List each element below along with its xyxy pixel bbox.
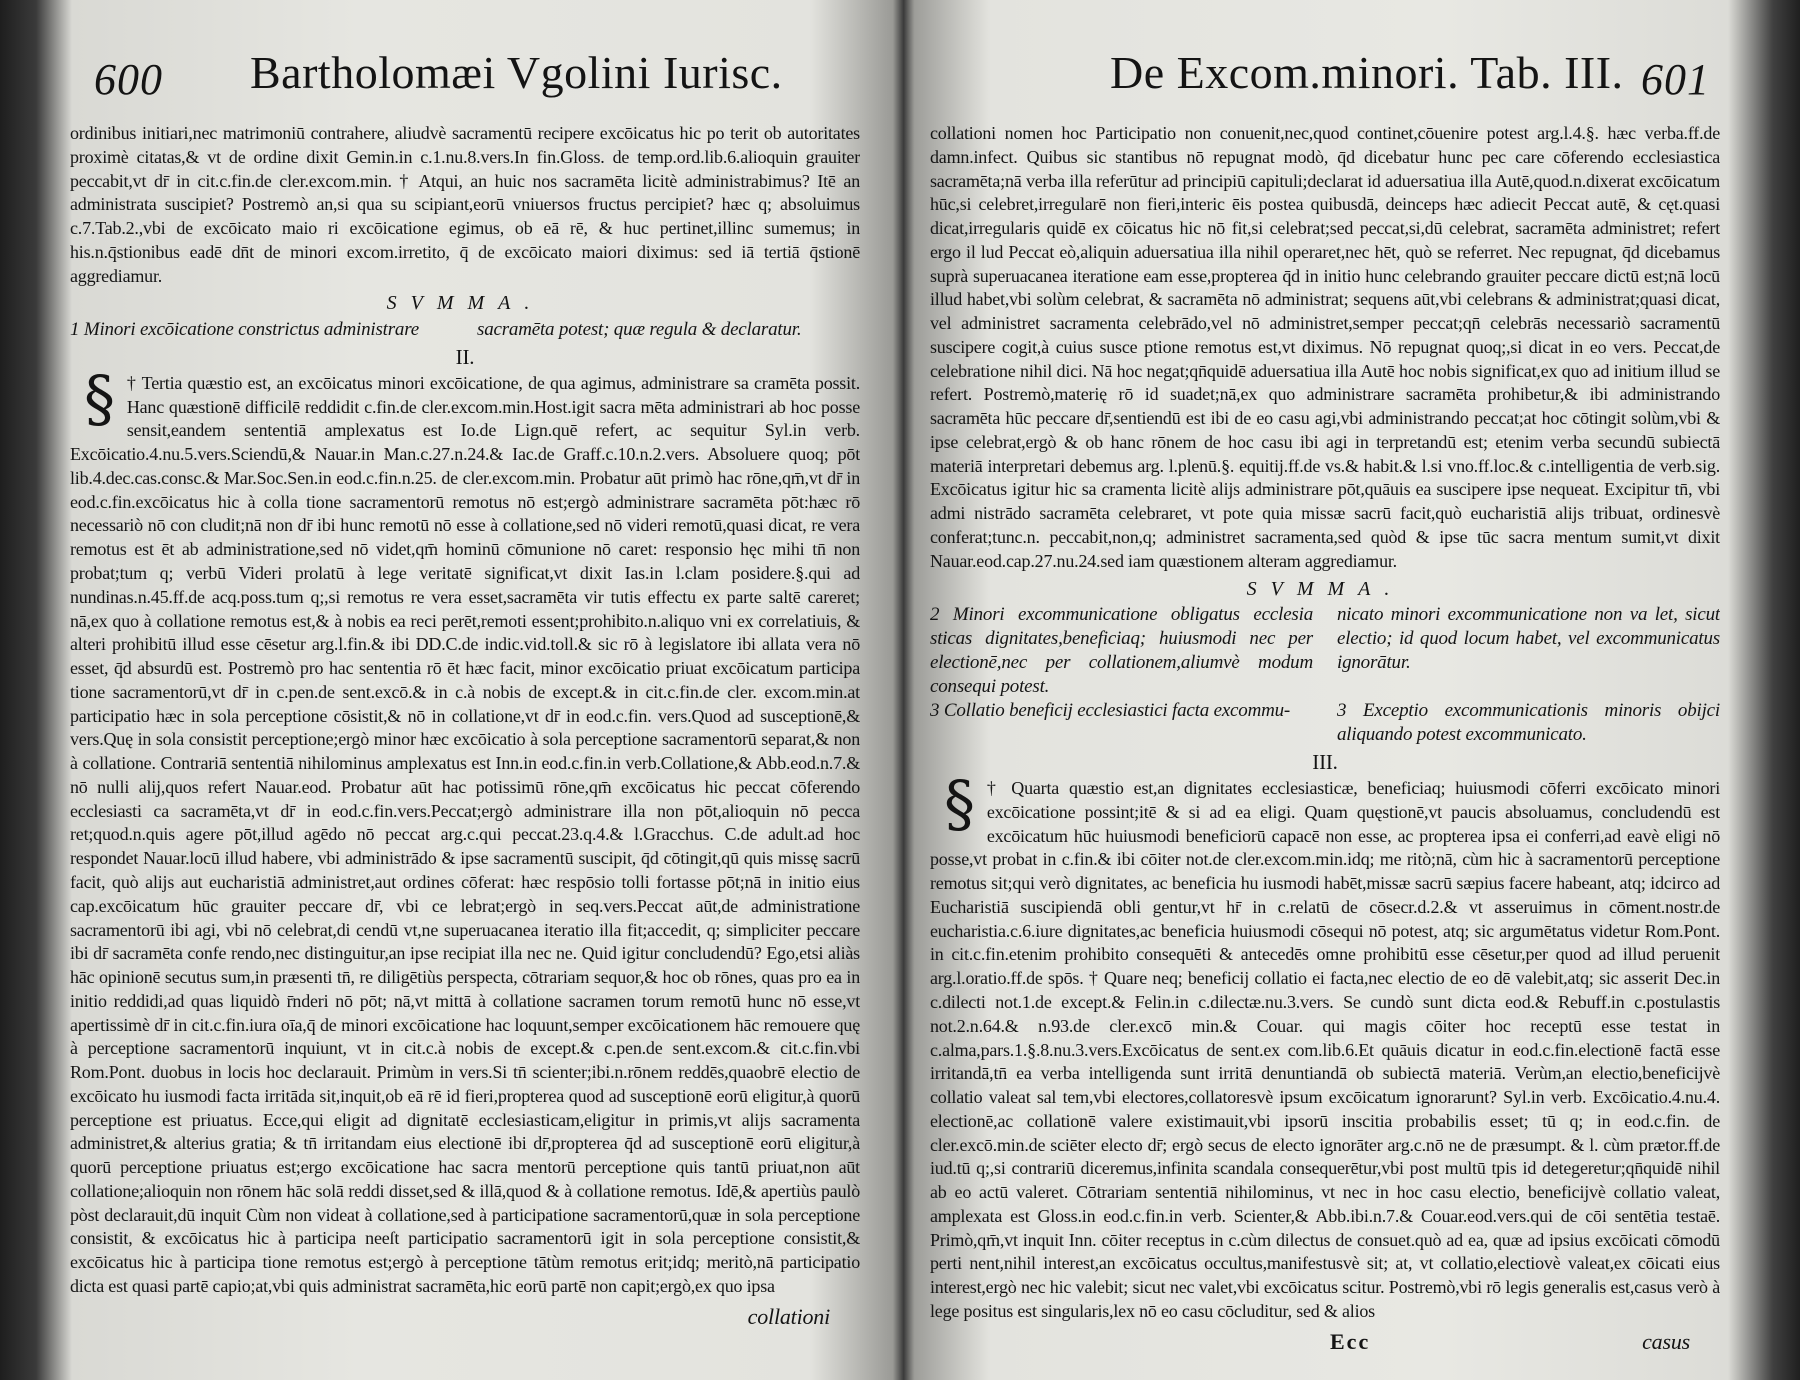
left-page bbox=[70, 0, 860, 1380]
left-header bbox=[70, 44, 860, 122]
left-summa-label: SVMMA. bbox=[386, 292, 544, 315]
right-page-number: 601 bbox=[1641, 55, 1710, 104]
right-summa-item: 3 Collatio beneficij ecclesiastici facta excommu- bbox=[930, 700, 1291, 722]
right-paragraph-2 bbox=[930, 767, 1720, 1324]
right-body bbox=[930, 122, 1720, 1366]
left-summa-item: 1 Minori excōicatione constrictus administrare bbox=[70, 319, 419, 341]
left-running-head: Bartholomæi Vgolini Iurisc. bbox=[250, 47, 783, 98]
left-catchword: collationi bbox=[747, 1303, 830, 1329]
left-body bbox=[70, 122, 860, 1341]
right-summa-item: nicato minori excommunicatione non va let, sicut electio; id quod locum habet, vel excommunicatus ignorātur. bbox=[1337, 604, 1720, 674]
left-page-number: 600 bbox=[94, 55, 163, 104]
section-mark-icon: § bbox=[84, 361, 115, 435]
left-section-number: II. bbox=[455, 345, 475, 370]
section-mark-icon: § bbox=[944, 767, 975, 841]
right-summa-item: 3 Exceptio excommunicationis minoris obijci aliquando potest excommunicato. bbox=[1337, 700, 1720, 746]
right-catchword: casus bbox=[1642, 1328, 1690, 1354]
left-summa-items bbox=[70, 318, 860, 342]
right-summa-item: 2 Minori excommunicatione obligatus ecclesia sticas dignitates,beneficiaq; huiusmodi nec per electionē,nec per collationem,aliumvè modum consequi potest. bbox=[930, 604, 1313, 698]
right-summa-label: SVMMA. bbox=[1246, 577, 1404, 600]
right-page bbox=[930, 0, 1720, 1380]
left-summa-item: sacramēta potest; quæ regula & declaratur. bbox=[477, 319, 802, 341]
right-paragraph-1: collationi nomen hoc Participatio non conuenit,nec,quod continet,cōuenire potest arg.l.4.§. hæc verba.ff.de damn.infect. Quibus sic stantibus nō repugnat modò, q̄d dicebatur hunc pec care cōferendo ecclesiastica sacramēta;nā verba illa referūtur ad principiū capituli;declarat id aduersatiua illa Autē,quod.n.dixerat excōicatum hūc,si celebret,irregularē non fieri,interic ēis postea quibusdā, deinceps hæc adiecit Peccat autē, & cęt.quasi dicat,irregularis quidē ex cōicatus hic nō fit,si celebrat;sed peccat,si,dū celebrat, sacramēta administret; refert ergo il lud Peccat eò,aliquin aduersatiua illa nihil operaret,nec hēt, quò se referret. Nec repugnat, q̄d dicebamus suprà superuacanea iteratione eam esse,propterea q̄d in initio hunc celebrando grauiter peccare dictū est;nā locū illud habet,vbi solùm celebrat, & sacramēta nō administrat; sequens aūt,vbi celebrans & administrat;quasi dicat, vel administret sacramenta celebrādo,vel nō administret,semper peccat;qn̄ celebrās necessariò sacramentū suscipere cogit,à cuius susce ptione remotus est,vt diximus. Nō repugnat quoq;,si dicat in eo vers. Peccat,de celebratione nihil dici. Nā hoc negat;qn̄quidē aduersatiua illa Autē hoc nobis significat,ex quo ad initium illud se refert. Postremò,materię rō id suadet;nā,ex quo administrare sacramēta prohibetur,& ibi administrando sacramēta hūc peccare dr̄,sentiendū est ibi de eo casu agi,vbi administrando peccat;at hoc cōtingit solùm,vbi & ipse celebrat,ergò & ob hanc rōnem de hoc casu ibi agi in terpretandū est; etenim verba secundū subiectā materiā interpretari debemus arg. l.plenū.§. equitij.ff.de vs.& habit.& l.si vno.ff.loc.& c.intelligentia de verb.sig. Excōicatus igitur hic sa cramenta licitè alijs administrare pōt,quāuis ea suscipere ipse nequeat. Excipitur tn̄, vbi admi nistrādo sacramēta celebraret, vt pote quia missæ sacrū facit,quò eucharistiā alijs tribuat, ordinesvè conferat;tunc.n. peccabit,non,q; administret sacramenta,sed quòd & ipse tūc sacra mentum sumit,vt dixit Nauar.eod.cap.27.nu.24.sed iam quæstionem alteram aggrediamur. bbox=[930, 123, 1720, 571]
right-running-head: De Excom.minori. Tab. III. bbox=[1110, 47, 1624, 98]
right-header bbox=[930, 44, 1720, 122]
right-footer bbox=[930, 1326, 1720, 1366]
right-paragraph-2-text: † Quarta quæstio est,an dignitates ecclesiasticæ, beneficiaq; huiusmodi cōferri excōicato minori excōicatione possint;itē & si ad ea eligi. Quam quęstionē,vt paucis absoluamus, concludendū est excōicatum hūc huiusmodi beneficiorū capacē non esse, ac propterea ipsa ei conferri,ad eavè eligi nō posse,vt probat in c.fin.& ibi cōiter not.de cler.excom.min.idq; me ritò;nā, cùm hic à sacramentorū perceptione remotus sit;qui verò dignitates, ac beneficia hu iusmodi habēt,missæ sacrū sæpius facere habeant, atq; idcirco ad Eucharistiā suscipiendā obli gentur,vt hr̄ in c.relatū de cōsecr.d.2.& vt asseruimus in cōment.nostr.de eucharistia.c.6.iure dignitates,ac beneficia huiusmodi cōsequi nō potest, atq; sic argumētatus videtur Rom.Pont. in cit.c.fin.etenim prohibito consequēti & antecedēs omne prohibitū esse cēsetur,per quod ad illud peruenit arg.l.oratio.ff.de spōs. † Quare neq; beneficij collatio ei facta,nec electio de eo dē valebit,atq; sic asserit Dec.in c.dilecti not.1.de except.& Felin.in c.dilectæ.nu.3.vers. Se cundò sunt dicta eod.& Rebuff.in c.postulastis not.2.n.64.& n.93.de cler.excō min.& Couar. qui magis cōiter hoc receptū esse testat in c.alma,pars.1.§.8.nu.3.vers.Excōicatus de sent.ex com.lib.6.Et quāuis dicatur in eod.c.fin.electionē factā esse irritandā,tn̄ ea verba intelligenda sunt irritā denuntiandā ob subiectā materiā. Verùm,an electio,beneficijvè collatio valeat sal tem,vbi electores,collatoresvè ipsum excōicatum ignorarunt? Syl.in verb. Excōicatio.4.nu.4. electionē,ac collationē valere existimauit,vbi ipsorū inscitia probabilis esset; tū q; in eod.c.fin. de cler.excō.min.de sciēter electo dr̄; ergò secus de electo ignorāter arg.c.nō ne de præsumpt. & l. cùm prætor.ff.de iud.tū q;,si contrariū diceremus,infinita scandala consequerētur,vbi post multū tpis id detegeretur;qn̄quidē nihil ab eo actū valeret. Cōtrariam sententiā nihilominus, vt nec in hoc casu electio, beneficijvè collatio valeat, amplexata est Gloss.in eod.c.fin.in verb. Scienter,& Abb.ibi.n.7.& Couar.eod.vers.qui de cōi sentētia testaē. Primò,qm̄,vt inquit Inn. cōiter receptus in c.cùm dilectus de consuet.quò ad ea, quæ ad ipsius excōicati cōmodū perti nent,nihil interest,an excōicatus occultus,manifestusvè sit; at, vt collatio,electiovè valeat,ex cōicati eius interest,ergò nec hic valebit; sicut nec valet,vbi excōicatus scitur. Postremò,vbi rō legis generalis est,casus verò à lege positus est singularis,lex nō eo casu cōcluditur, sed & alios bbox=[930, 778, 1720, 1321]
left-paragraph-2 bbox=[70, 361, 860, 1299]
right-section-number: III. bbox=[1312, 750, 1338, 775]
right-summa-items bbox=[930, 603, 1720, 747]
left-paragraph-2-text: † Tertia quæstio est, an excōicatus minori excōicatione, de qua agimus, administrare sa cramēta possit. Hanc quæstionē difficilē reddidit c.fin.de cler.excom.min.Host.igit sacra mēta administrari ab hoc posse sensit,eandem sententiā amplexatus est Io.de Lign.quē refert, ac sequitur Syl.in verb. Excōicatio.4.nu.5.vers.Sciendū,& Nauar.in Man.c.27.n.24.& Iac.de Graff.c.10.n.2.vers. Absoluere quoq; pōt lib.4.dec.cas.consc.& Mar.Soc.Sen.in eod.c.fin.n.25. de cler.excom.min. Probatur aūt primò hac rōne,qm̄,vt dr̄ in eod.c.fin.excōicatus hic à colla tione sacramentorū remotus nō est;ergò administrare sacramēta pōt:hæc rō necessariò nō con cludit;nā non dr̄ ibi hunc remotū nō esse à collatione,sed nō videri remotū,quasi dicat, re vera remotus est ēt ab administratione,sed nō videt,qm̄ hominū cōmunione nō caret: responsio hęc mihi tn̄ non probat;tum q; verbū Videri prolatū à lege veritatē significat,vt dixit Ias.in l.clam posidere.§.qui ad nundinas.n.45.ff.de acq.poss.tum q;,si remotus re vera esset,sacramēta vir tutis effectu ex parte saltē careret; nā,ex quo à collatione remotus est,& à nobis ea reci perēt,remoti essent;prohibito.n.aliquo vni ex correlatiuis, & alteri prohibitū illud esse cēsetur arg.l.fin.& ibi DD.C.de indic.vid.toll.& sic rō à legislatore ibi allata vera nō esset, q̄d absurdū est. Postremò pro hac sententia rō ēt hæc facit, minor excōicatio priuat excōicatum participa tione sacramentorū,vt dr̄ in c.pen.de sent.excō.& in c.à nobis de except.& in cit.c.fin.de cler. excom.min.at participatio hæc in sola perceptione cōsistit,& nō in collatione,vt dr̄ in eod.c.fin. vers.Quod ad susceptionē,& vers.Quę in sola consistit perceptione;ergò minor hæc excōicatio à sola perceptione sacramentorū separat,& non à collatione. Contrariā sententiā nihilominus amplexatus est Inn.in eod.c.fin.in verb.Collatione,& Abb.eod.n.7.& nō nulli alij,quos refert Nauar.eod. Probatur aūt hac potissimū rōne,qm̄ excōicatus hic peccat cōferendo ecclesiasti ca sacramēta,vt dr̄ in eod.c.fin.vers.Peccat;ergò administrare illa non pōt,alioquin nō pecca ret;quod.n.quis agere pōt,illud agēdo nō peccat arg.c.qui peccat.23.q.4.& l.Gracchus. C.de adult.ad hoc respondet Nauar.locū illud habere, vbi administrādo & ipse sacramentū suscipit, q̄d cōtingit,qū quis missę sacrū facit, quò alijs aut eucharistiā administret,aut ordines cōferat: hæc respōsio tolli fortasse pōt;nā in initio eius cap.excōicatum hūc grauiter peccare dr̄, vbi ce lebrat;ergò in seq.vers.Peccat aūt,de administratione sacramentorū ibi agi, vbi nō celebrat,di cendū vt,ne superuacanea iteratio illa fit;accedit, q; simpliciter peccare ibi dr̄ sacramēta confe rendo,nec distinguitur,an ipse recipiat illa nec ne. Quid igitur concludendū? Ego,etsi aliàs hāc opinionē secutus sum,in præsenti tn̄, re diligētiùs perspecta, cōtrariam sequor,& hoc ob rōnes, quas pro ea in initio reddidi,ad quas liquidò r̄nderi nō pōt; nā,vt mittā à collatione sacramen torum remotū hunc nō esse,vt apertissimè dr̄ in cit.c.fin.iura oīa,q̄ de minori excōicatione hac loquunt,semper excōicationem hāc remouere quę à perceptione sacramentorū inquiunt, vt in cit.c.à nobis de except.& c.pen.de sent.excom.& cit.c.fin.vbi Rom.Pont. duobus in locis hoc declarauit. Primùm in vers.Si tn̄ scienter;ibi.n.rōnem reddēs,quaobrē electio de excōicato hu iusmodi facta irritāda sit,inquit,ob eā rē id fieri,propterea quod ad susceptionē eorū eligitur,à quorū perceptione est priuatus. Ecce,qui eligit ad dignitatē ecclesiasticam,eligitur in primis,vt alijs sacramenta administret,& alterius gratia; & tn̄ irritandam eius electionē ibi dr̄,propterea q̄d ad susceptionē eorū eligitur,à quorū perceptione priuatus est;ergo excōicatione hac sacra mentorū perceptione quis tantū priuat,non aūt collatione;alioquin non rōnem hāc solā reddi disset,sed & illā,quod & à collatione remotus. Idē,& apertiùs paulò pòst declarauit,dū inquit Cùm non videat à collatione,sed à participatione sacramentorū,quæ in sola perceptione consistit, & excōicatus hic à participa neeſt participatio sacramentorū igit in sola perceptione consistit,& excōicatus hic à participa tione remotus est;ergò à perceptione tātùm remotus erit;idq; meritò,nā participatio dicta est quasi partē capio;at,vbi quis administrat sacramēta,hic eorū partē non capit;ergò,ex quo ipsa bbox=[70, 372, 860, 1296]
signature-mark: Ecc bbox=[1330, 1328, 1371, 1354]
left-footer bbox=[70, 1301, 860, 1341]
left-paragraph-1: ordinibus initiari,nec matrimoniū contrahere, aliudvè sacramentū recipere excōicatus hic po terit ob autoritates proximè citatas,& vt de ordine dixit Gemin.in c.1.nu.8.vers.In fin.Gloss. de temp.ord.lib.6.alioquin grauiter peccabit,vt dr̄ in cit.c.fin.de cler.excom.min. † Atqui, an huic nos sacramēta licitè administrabimus? Itē an administrata suscipiet? Postremò an,si qua su scipiant,eorū vniuersos fructus percipiet? hæc q; absoluimus c.7.Tab.2.,vbi de excōicato maio ri excōicatione egimus, ob eā rē, & huc pertinet,illinc sumemus; in his.n.q̄stionibus eadē dn̄t de minori excom.irretito, q̄ de excōicato maiori diximus: sed iā tertiā q̄stionē aggrediamur. bbox=[70, 123, 860, 286]
